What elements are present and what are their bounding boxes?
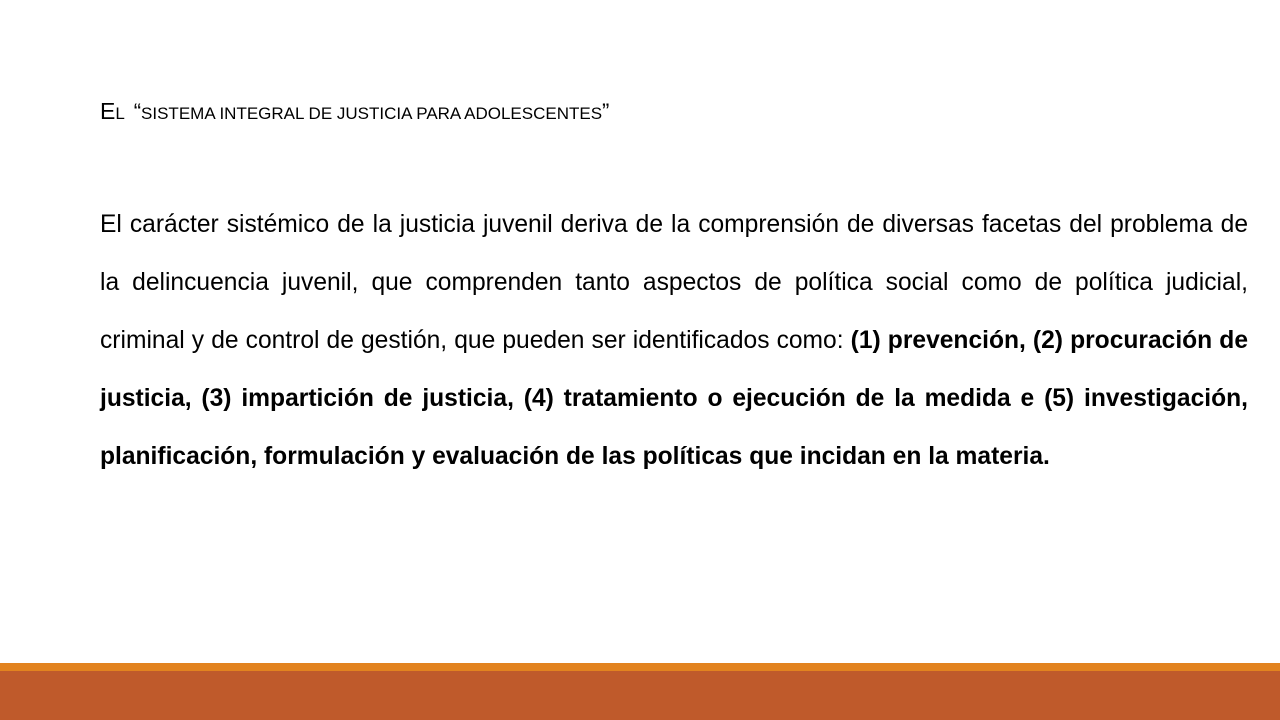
title-close-quote: ”	[602, 99, 610, 124]
body-intro-text: El carácter sistémico de la justicia juvenil deriva de la comprensión de diversas facetas del problema de la delincuencia juvenil, que comprenden tanto aspectos de política social como de política judicial, criminal y de control de gestión, que pueden ser identificados como:	[100, 211, 1248, 354]
footer-accent-line	[0, 663, 1280, 671]
title-open-quote: “	[133, 99, 142, 124]
title-rest: SISTEMA INTEGRAL DE JUSTICIA PARA ADOLESCENTES	[141, 104, 603, 123]
body-highlighted-list: (1) prevención, (2) procuración de justicia, (3) impartición de justicia, (4) tratamiento o ejecución de la medida e (5) investigación, planificación, formulación y evaluación de las políticas que incidan en la materia.	[100, 327, 1248, 470]
slide-body-paragraph	[100, 196, 1248, 486]
title-first-word-rest: L	[115, 104, 125, 123]
title-first-letter: E	[100, 98, 116, 124]
footer-band	[0, 671, 1280, 720]
slide-title	[100, 92, 609, 124]
